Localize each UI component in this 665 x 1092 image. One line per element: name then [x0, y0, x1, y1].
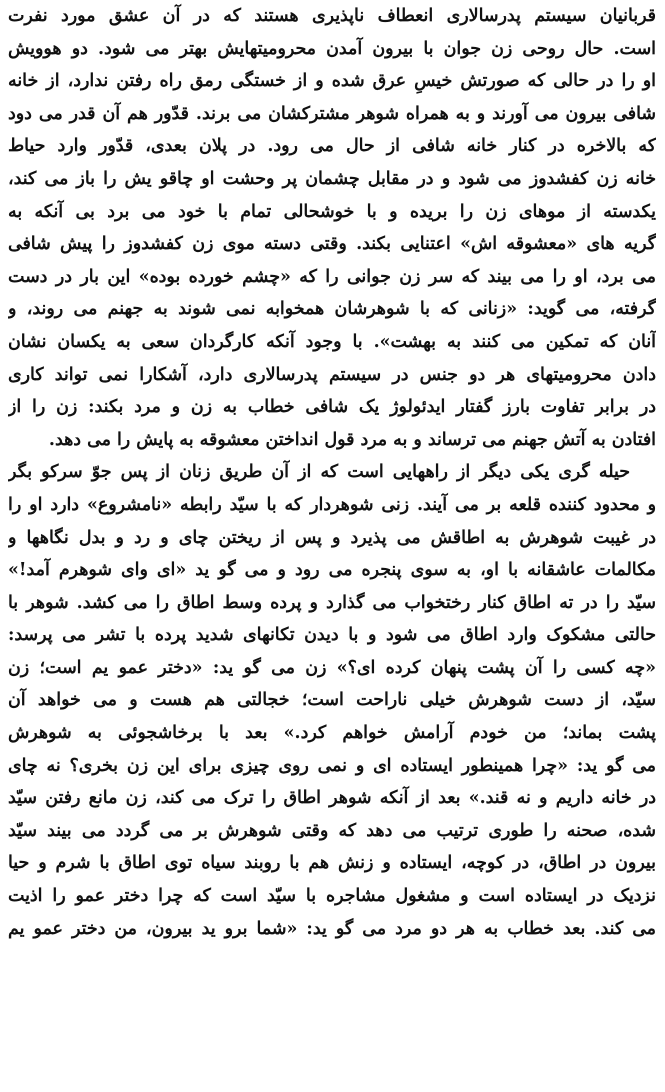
text-line: گریه های «معشوقه اش» اعتنایی بکند. وقتی دسته موی زن کفشدوز را پیش شافی: [8, 234, 656, 255]
text-line: قربانیان سیستم پدرسالاری انعطاف ناپذیری هستند که در آن عشق مورد نفرت: [8, 6, 656, 26]
text-line: آنان که تمکین می کنند به بهشت». با وجود آنکه کارگردان سعی به یکسان نشان: [8, 331, 656, 352]
text-line: یکدسته از موهای زن را بریده و با خوشحالی تمام با خود می برد بی آنکه به: [8, 201, 656, 222]
paragraph-2: [8, 456, 656, 945]
text-line: خانه زن کفشدوز می شود و در مقابل چشمان پر وحشت او چاقو یش را باز می کند،: [8, 168, 656, 189]
text-line: سیّد، از دست شوهرش خیلی ناراحت است؛ خجالتی هم هست و می خواهد آن: [8, 690, 656, 711]
text-line: دادن محرومیتهای هر دو جنس در سیستم پدرسالاری دارد، آشکارا نمی تواند کاری: [8, 364, 656, 385]
text-line: شده، صحنه را طوری ترتیب می دهد که وقتی شوهرش بر می گردد می بیند سیّد: [8, 820, 656, 841]
text-line: می کند. بعد خطاب به هر دو مرد می گو ید: «شما برو ید بیرون، من دختر عمو یم: [8, 918, 656, 939]
text-line: در برابر تفاوت بارز گفتار ایدئولوژ یک شافی خطاب به زن و مرد بکند: زن را از: [8, 397, 656, 418]
text-line: در خانه داریم و نه قند.» بعد از آنکه شوهر اطاق را ترک می کند، زن مانع رفتن سیّد: [8, 788, 656, 809]
text-line: در غیبت شوهرش به اطاقش می پذیرد و پس از ریختن چای و رد و بدل نگاهها و: [8, 527, 656, 548]
text-line: حالتی مشکوک وارد اطاق می شود و با دیدن تکانهای شدید پرده با تشر می پرسد:: [8, 625, 656, 646]
paragraph-1: [8, 0, 656, 456]
text-line: مکالمات عاشقانه با او، به سوی پنجره می رود و می گو ید «ای وای شوهرم آمد!»: [8, 560, 656, 581]
text-line: است. حال روحی زن جوان با بیرون آمدن محرومیتهایش بهتر می شود. دو هوویش: [8, 38, 656, 59]
text-line: سیّد را در ته اطاق کنار رختخواب می گذارد و پرده وسط اطاق را می کشد. شوهر با: [8, 592, 656, 613]
text-line: می برد، او را می بیند که سر زن جوانی را که «چشم خورده بوده» این بار در دست: [8, 266, 656, 287]
text-line: نزدیک در ایستاده است و مشغول مشاجره با سیّد است که چرا دختر عمو را اذیت: [8, 886, 656, 907]
text-line: که بالاخره در کنار خانه شافی از حال می رود. در پلان بعدی، قدّور وارد حیاط: [8, 136, 656, 157]
text-line: بیرون در اطاق، در کوچه، ایستاده و زنش هم با روبند سیاه توی اطاق با شرم و حیا: [8, 853, 656, 874]
text-line: شافی بیرون می آورند و به همراه شوهر مشترکشان می برند. قدّور هم آن قدر می دود: [8, 103, 656, 124]
text-line: و محدود کننده قلعه بر می آیند. زنی شوهردار که با سیّد رابطه «نامشروع» دارد او را: [8, 494, 656, 515]
text-line: گرفته، می گوید: «زنانی که با شوهرشان همخوابه نمی شوند به جهنم می روند، و: [8, 299, 656, 320]
text-line: حیله گری یکی دیگر از راههایی است که از آن طریق زنان از پس جوّ سرکو بگر: [8, 462, 630, 483]
text-line: می گو ید: «چرا همینطور ایستاده ای و نمی روی چیزی برای این زن بخری؟ نه چای: [8, 755, 656, 776]
text-line: او را در حالی که صورتش خیسِ عرق شده و از خستگی رمق راه رفتن ندارد، از خانه: [8, 71, 656, 92]
body-text: [8, 0, 656, 945]
text-line: «چه کسی را آن پشت پنهان کرده ای؟» زن می گو ید: «دختر عمو یم است؛ زن: [8, 657, 656, 678]
text-line: افتادن به آتش جهنم می ترساند و به مرد قول انداختن معشوقه به پایش را می دهد.: [48, 429, 656, 450]
text-line: پشت بماند؛ من خودم آرامش خواهم کرد.» بعد با برخاشجوئی به شوهرش: [8, 723, 656, 744]
